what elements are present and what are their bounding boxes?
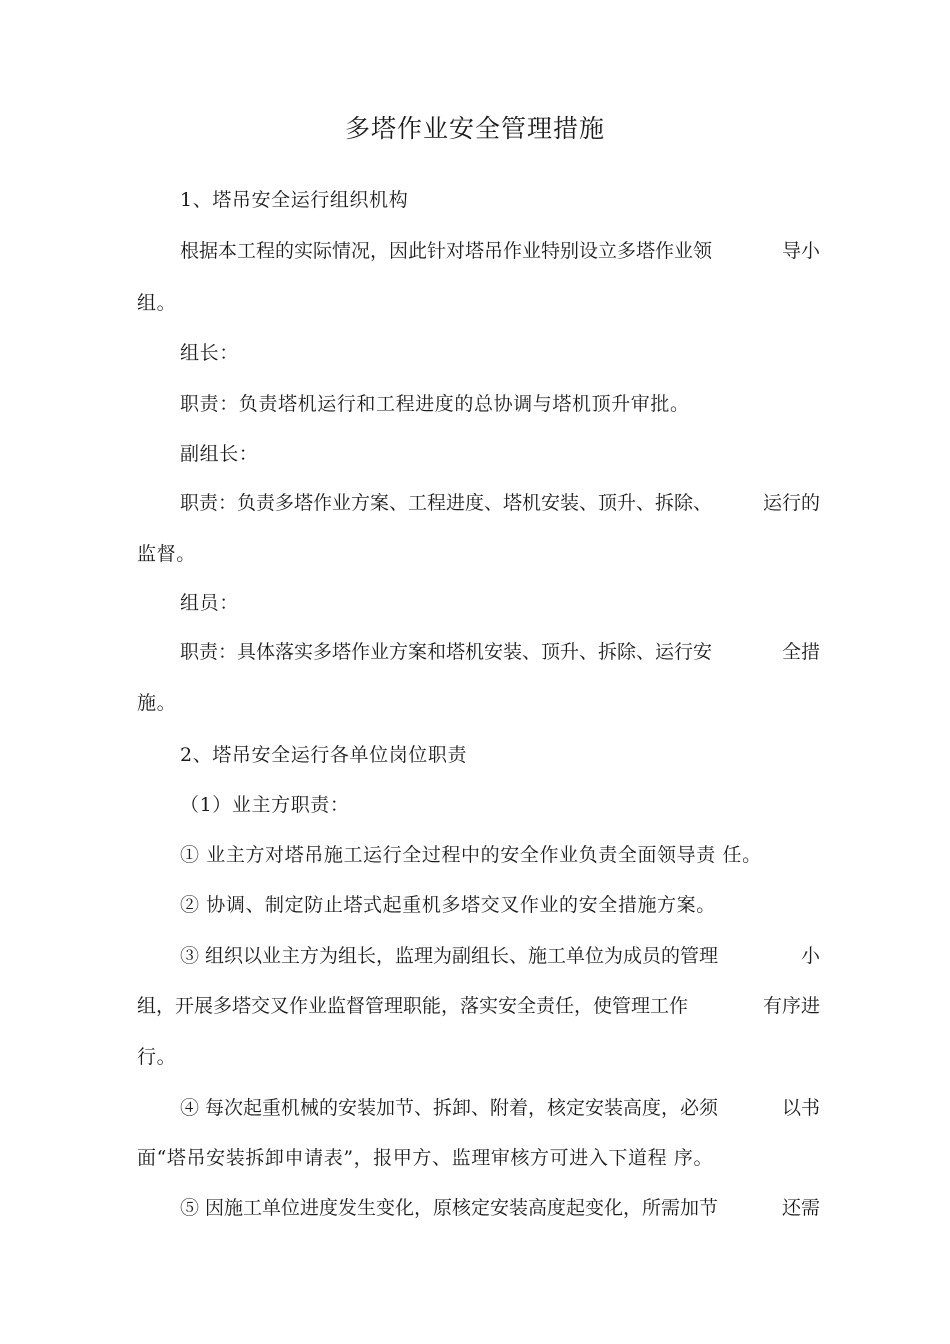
list-item [180, 941, 820, 971]
paragraph-line: 行。 [137, 1046, 177, 1068]
text-segment: 全措 [781, 641, 820, 663]
text-segment: 运行的 [762, 492, 820, 514]
paragraph-line [180, 236, 820, 266]
paragraph-line: 监督。 [137, 543, 196, 565]
text-segment: ④ 每次起重机械的安装加节、拆卸、附着，核定安装高度，必须 [180, 1097, 719, 1119]
text-segment: 有序进 [762, 995, 820, 1017]
paragraph-line [180, 488, 820, 518]
list-item: ② 协调、制定防止塔式起重机多塔交叉作业的安全措施方案。 [180, 894, 716, 916]
section-heading-2: 2、塔吊安全运行各单位岗位职责 [180, 744, 468, 766]
text-segment: 职责：负责多塔作业方案、工程进度、塔机安装、顶升、拆除、 [180, 492, 713, 514]
subsection-heading: （1）业主方职责： [180, 794, 350, 816]
paragraph-line [180, 637, 820, 667]
text-segment: 导小 [781, 240, 820, 262]
text-segment: 以书 [781, 1097, 820, 1119]
text-segment: 职责：具体落实多塔作业方案和塔机安装、顶升、拆除、运行安 [180, 641, 713, 663]
list-item [180, 1193, 820, 1223]
text-segment: 还需 [781, 1197, 820, 1219]
role-label-deputy-leader: 副组长： [180, 443, 259, 465]
paragraph-line [137, 991, 820, 1021]
paragraph-line: 施。 [137, 692, 177, 714]
text-segment: ⑤ 因施工单位进度发生变化，原核定安装高度起变化，所需加节 [180, 1197, 719, 1219]
text-segment: 根据本工程的实际情况，因此针对塔吊作业特别设立多塔作业领 [180, 240, 713, 262]
text-segment: 组，开展多塔交叉作业监督管理职能，落实安全责任，使管理工作 [137, 995, 689, 1017]
paragraph-line: 组。 [137, 292, 177, 314]
role-label-leader: 组长： [180, 342, 239, 364]
paragraph-line: 职责：负责塔机运行和工程进度的总协调与塔机顶升审批。 [180, 393, 690, 415]
list-item [180, 1093, 820, 1123]
text-segment: 小 [800, 945, 820, 967]
role-label-member: 组员： [180, 592, 239, 614]
text-segment: ③ 组织以业主方为组长，监理为副组长、施工单位为成员的管理 [180, 945, 719, 967]
section-heading-1: 1、塔吊安全运行组织机构 [180, 189, 409, 211]
list-item: ① 业主方对塔吊施工运行全过程中的安全作业负责全面领导责 任。 [180, 844, 762, 866]
document-title: 多塔作业安全管理措施 [344, 114, 605, 143]
paragraph-line: 面“塔吊安装拆卸申请表”，报甲方、监理审核方可进入下道程 序。 [137, 1147, 714, 1169]
